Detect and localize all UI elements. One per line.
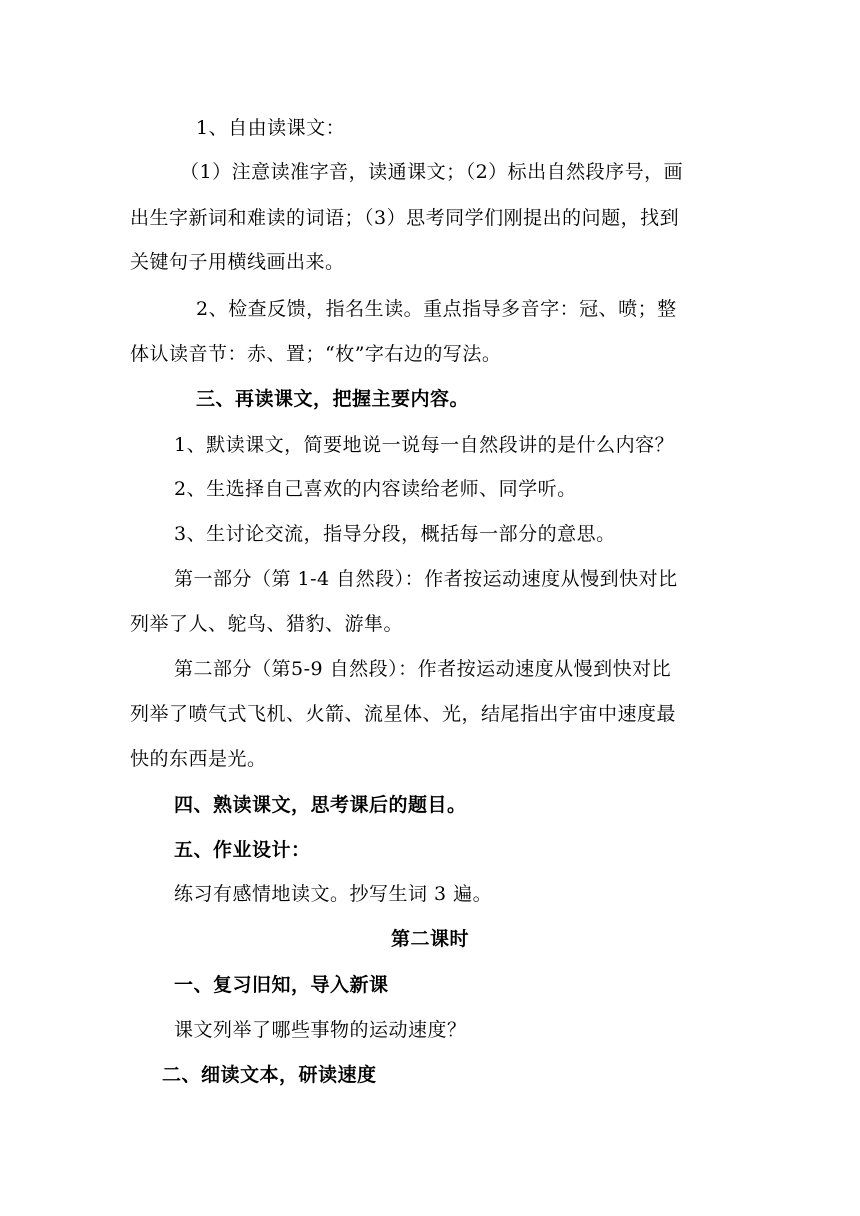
text-line: 3、生讨论交流，指导分段，概括每一部分的意思。 (174, 523, 616, 545)
text-line: 列举了人、鸵鸟、猎豹、游隼。 (130, 613, 404, 635)
section-heading: 五、作业设计： (174, 839, 311, 861)
text-line: （1）注意读准字音，读通课文；（2）标出自然段序号，画 (180, 161, 684, 183)
text-line: 出生字新词和难读的词语；（3）思考同学们刚提出的问题，找到 (130, 207, 680, 229)
section-heading: 三、再读课文，把握主要内容。 (196, 388, 470, 410)
section-heading: 四、熟读课文，思考课后的题目。 (174, 794, 467, 816)
text-line: 第一部分（第 1-4 自然段）：作者按运动速度从慢到快对比 (174, 568, 678, 590)
section-heading: 一、复习旧知，导入新课 (174, 974, 389, 996)
text-line: 1、默读课文，简要地说一说每一自然段讲的是什么内容？ (174, 434, 675, 456)
text-line: 关键句子用横线画出来。 (130, 251, 345, 273)
text-line: 列举了喷气式飞机、火箭、流星体、光，结尾指出宇宙中速度最 (130, 703, 677, 725)
text-line: 2、检查反馈，指名生读。重点指导多音字：冠、喷；整 (196, 298, 677, 320)
text-line: 第二部分（第5-9 自然段）：作者按运动速度从慢到快对比 (174, 658, 672, 680)
text-line: 2、生选择自己喜欢的内容读给老师、同学听。 (174, 478, 577, 500)
text-line: 快的东西是光。 (130, 748, 267, 770)
lesson-title: 第二课时 (390, 928, 469, 950)
text-line: 练习有感情地读文。抄写生词 3 遍。 (174, 883, 493, 905)
section-heading: 二、细读文本，研读速度 (162, 1064, 377, 1086)
text-line: 课文列举了哪些事物的运动速度？ (174, 1019, 467, 1041)
text-line: 体认读音节：赤、置；“枚”字右边的写法。 (130, 343, 502, 365)
text-line: 1、自由读课文： (196, 117, 346, 139)
